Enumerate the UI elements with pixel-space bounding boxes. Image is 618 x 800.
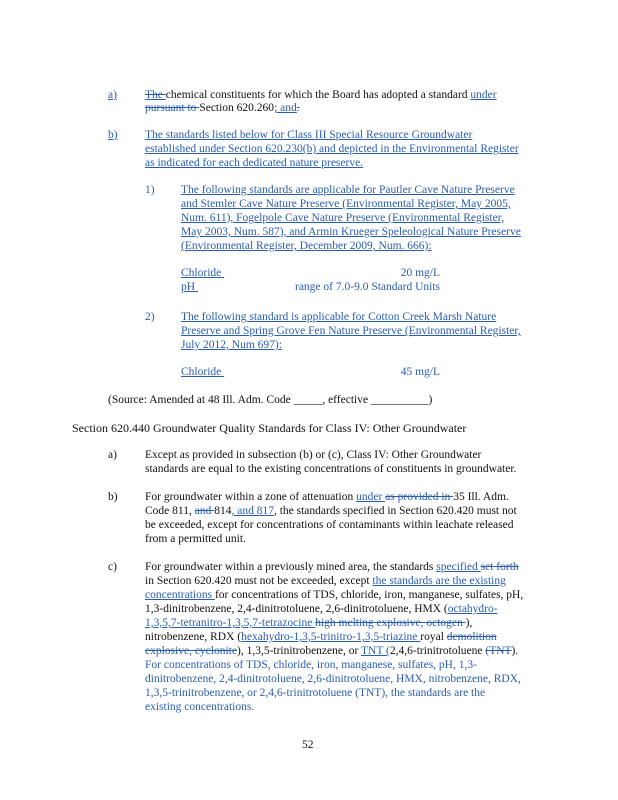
- item-b-line-2: established under Section 620.230(b) and depicted in the Environmental Register: [145, 143, 519, 155]
- text: 2,4,6-trinitrotoluene: [389, 645, 486, 657]
- section-c-line-10: 1,3,5-trinitrobenzene, or 2,4,6-trinitrotoluene (TNT), the standards are the: [145, 687, 486, 699]
- deleted-as-provided-in: as provided in: [385, 491, 454, 503]
- source-note: [108, 393, 432, 407]
- section-b-line-2: [145, 504, 517, 518]
- section-c-line-7: [145, 644, 518, 658]
- item-2-number: 2): [145, 311, 155, 323]
- inserted-specified: specified: [436, 561, 481, 573]
- chloride-label: Chloride: [181, 366, 222, 378]
- text: 35 Ill. Adm.: [453, 491, 509, 503]
- chloride-value: 20 mg/L: [400, 267, 440, 279]
- item-a-label: a): [108, 89, 117, 101]
- item-1-ph-row: [181, 280, 440, 294]
- item-1-line-4: May 2003, Num. 587), and Armin Krueger Speleological Nature Preserve: [181, 226, 521, 238]
- deleted-and: and: [194, 505, 215, 517]
- item-a-line-2: [145, 101, 300, 115]
- section-b-label: b): [108, 491, 118, 503]
- section-c-label: c): [108, 561, 117, 573]
- item-b-line-1: The standards listed below for Class III Special Resource Groundwater: [145, 129, 473, 141]
- text: for concentrations of TDS, chloride, iron, manganese, sulfates, pH,: [214, 589, 524, 601]
- section-c-line-9: dinitrobenzene, 2,4-dinitrotoluene, 2,6-dinitrotoluene, HMX, nitrobenzene, RDX,: [145, 673, 521, 685]
- text: 1,3-dinitrobenzene, 2,4-dinitrotoluene, 2,6-dinitrotoluene, HMX (: [145, 603, 448, 615]
- inserted-and: ; and: [274, 102, 297, 114]
- item-1-line-2: and Stemler Cave Nature Preserve (Environmental Register, May 2005,: [181, 198, 511, 210]
- deleted-text: high melting explosive, octogen: [315, 617, 466, 629]
- text: ),: [465, 617, 473, 629]
- page-number: 52: [302, 739, 314, 751]
- section-header: Section 620.440 Groundwater Quality Standards for Class IV: Other Groundwater: [72, 421, 467, 435]
- source-blank-effective: __________: [370, 394, 429, 406]
- inserted-the: The: [145, 89, 166, 101]
- section-c-line-2: [145, 574, 506, 588]
- text: Code 811,: [145, 505, 195, 517]
- item-2-chloride-row: [181, 365, 440, 379]
- section-c-line-4: [145, 602, 498, 616]
- text: in Section 620.420 must not be exceeded, except: [145, 575, 373, 587]
- item-1-number: 1): [145, 184, 155, 196]
- section-c-line-1: [145, 560, 519, 574]
- item-2-line-2: Preserve and Spring Grove Fen Nature Preserve (Environmental Register,: [181, 325, 521, 337]
- inserted-and-817: , and 817: [231, 505, 274, 517]
- section-a-label: a): [108, 449, 117, 461]
- text: ).: [511, 645, 519, 657]
- inserted-tnt: TNT (: [361, 645, 390, 657]
- item-2-line-1: The following standard is applicable for Cotton Creek Marsh Nature: [181, 311, 497, 323]
- ph-value: range of 7.0-9.0 Standard Units: [295, 281, 440, 293]
- deleted-period: .: [296, 102, 300, 114]
- deleted-text: explosive, cyclonite: [145, 645, 237, 657]
- inserted-text: octahydro-: [447, 603, 498, 615]
- item-2-line-3: July 2012, Num 697):: [181, 339, 282, 351]
- source-blank-code: _____: [293, 394, 323, 406]
- text: nitrobenzene, RDX (: [145, 631, 242, 643]
- section-b-line-3: be exceeded, except for concentrations of contaminants within leachate released: [145, 519, 514, 531]
- chloride-value: 45 mg/L: [400, 366, 440, 378]
- item-a-line-1: [145, 88, 497, 102]
- text: chemical constituents for which the Board has adopted a standard: [165, 89, 471, 101]
- text: Section 620.260: [199, 102, 275, 114]
- deleted-tnt: (TNT: [485, 645, 512, 657]
- section-c-line-6: [145, 630, 497, 644]
- section-c-line-5: [145, 616, 472, 630]
- section-c-line-3: [145, 588, 523, 602]
- section-a-line-1: Except as provided in subsection (b) or (c), Class IV: Other Groundwater: [145, 449, 482, 461]
- text: For groundwater within a previously mined area, the standards: [145, 561, 437, 573]
- deleted-set-forth: set forth: [480, 561, 519, 573]
- item-1-line-3: Num. 611), Fogelpole Cave Nature Preserve (Environmental Register,: [181, 212, 504, 224]
- inserted-under: under: [470, 89, 497, 101]
- item-1-line-5: (Environmental Register, December 2009, Num. 666):: [181, 240, 432, 252]
- item-1-chloride-row: [181, 266, 440, 280]
- deleted-pursuant-to: pursuant to: [145, 102, 200, 114]
- inserted-under: under: [356, 491, 386, 503]
- item-b-line-3: as indicated for each dedicated nature preserve.: [145, 157, 364, 169]
- text: , the standards specified in Section 620.420 must not: [273, 505, 517, 517]
- section-c-line-8: For concentrations of TDS, chloride, iron, manganese, sulfates, pH, 1,3-: [145, 659, 477, 671]
- ph-label: pH: [181, 281, 196, 293]
- text: 814: [214, 505, 232, 517]
- section-a-line-2: standards are equal to the existing concentrations of constituents in groundwater.: [145, 463, 517, 475]
- inserted-text: concentrations: [145, 589, 215, 601]
- section-b-line-4: from a permitted unit.: [145, 533, 246, 545]
- text: royal: [420, 631, 447, 643]
- text: For groundwater within a zone of attenuation: [145, 491, 357, 503]
- inserted-text: hexahydro-1,3,5-trinitro-1,3,5-triazine: [241, 631, 421, 643]
- item-1-line-1: The following standards are applicable for Pautler Cave Nature Preserve: [181, 184, 515, 196]
- chloride-label: Chloride: [181, 267, 222, 279]
- source-text-2: , effective: [322, 394, 371, 406]
- inserted-text: the standards are the existing: [372, 575, 506, 587]
- source-text-1: (Source: Amended at 48 Ill. Adm. Code: [108, 394, 294, 406]
- item-b-label: b): [108, 129, 118, 141]
- deleted-text: demolition: [446, 631, 497, 643]
- text: ), 1,3,5-trinitrobenzene, or: [236, 645, 361, 657]
- section-b-line-1: [145, 490, 509, 504]
- source-text-3: ): [428, 394, 433, 406]
- section-c-line-11: existing concentrations.: [145, 701, 255, 713]
- inserted-text: 1,3,5,7-tetranitro-1,3,5,7-tetrazocine: [145, 617, 316, 629]
